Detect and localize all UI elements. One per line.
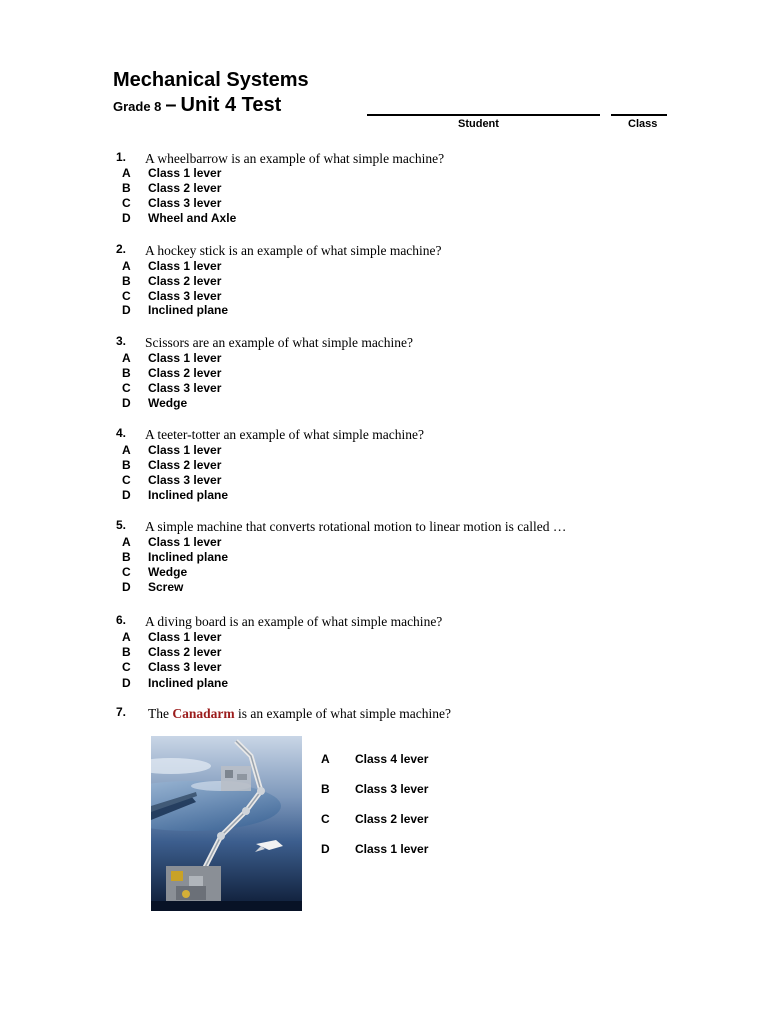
student-label: Student [458, 118, 499, 130]
option-text: Class 1 lever [148, 535, 222, 549]
option-a[interactable] [0, 630, 300, 645]
option-d[interactable] [0, 842, 429, 858]
option-letter: D [122, 580, 131, 594]
question-text: A wheelbarrow is an example of what simple machine? [145, 151, 445, 166]
question-text: A teeter-totter an example of what simple machine? [145, 427, 424, 442]
option-text: Inclined plane [148, 550, 229, 564]
option-c[interactable] [0, 196, 300, 211]
class-label: Class [628, 118, 658, 130]
option-letter: C [122, 473, 131, 487]
option-letter: A [122, 443, 131, 457]
option-letter: C [122, 196, 131, 210]
option-text: Wheel and Axle [148, 211, 237, 225]
option-letter: C [321, 812, 330, 826]
option-a[interactable] [0, 443, 300, 458]
option-letter: D [321, 842, 330, 856]
option-text: Wedge [148, 565, 188, 579]
option-letter: D [122, 211, 131, 225]
subtitle [113, 94, 281, 117]
option-d[interactable] [0, 396, 300, 411]
option-a[interactable] [0, 166, 300, 181]
canadarm-highlight: Canadarm [172, 706, 235, 721]
student-name-line[interactable] [367, 114, 600, 116]
option-letter: A [122, 630, 131, 644]
question-text: Scissors are an example of what simple machine? [145, 335, 414, 350]
option-d[interactable] [0, 580, 300, 595]
option-a[interactable] [0, 259, 300, 274]
option-c[interactable] [0, 812, 429, 828]
grade-label: Grade 8 [113, 99, 162, 114]
option-text: Inclined plane [148, 488, 229, 502]
option-b[interactable] [0, 550, 300, 565]
option-letter: C [122, 289, 131, 303]
option-d[interactable] [0, 211, 300, 226]
option-text: Inclined plane [148, 676, 229, 690]
option-letter: B [122, 645, 131, 659]
option-text: Wedge [148, 396, 188, 410]
option-text: Class 2 lever [148, 274, 222, 288]
subtitle-dash: – [165, 94, 177, 116]
option-b[interactable] [0, 458, 300, 473]
question-number: 4. [116, 426, 127, 440]
option-letter: A [122, 535, 131, 549]
option-text: Class 1 lever [148, 166, 222, 180]
option-letter: A [321, 752, 330, 766]
option-letter: B [122, 274, 131, 288]
option-text: Class 3 lever [148, 381, 222, 395]
question-number: 7. [116, 705, 127, 719]
option-c[interactable] [0, 473, 300, 488]
option-letter: C [122, 381, 131, 395]
unit-title: Unit 4 Test [180, 94, 282, 116]
option-text: Class 2 lever [355, 812, 429, 826]
option-text: Class 3 lever [355, 782, 429, 796]
option-text: Class 3 lever [148, 289, 222, 303]
option-text: Class 4 lever [355, 752, 429, 766]
option-letter: B [122, 458, 131, 472]
option-letter: D [122, 676, 131, 690]
option-b[interactable] [0, 645, 300, 660]
option-text: Class 2 lever [148, 645, 222, 659]
question-text: A simple machine that converts rotational motion to linear motion is called … [145, 519, 567, 534]
option-letter: D [122, 303, 131, 317]
option-text: Class 2 lever [148, 366, 222, 380]
option-d[interactable] [0, 488, 300, 503]
option-c[interactable] [0, 660, 300, 675]
option-c[interactable] [0, 565, 300, 580]
option-letter: A [122, 351, 131, 365]
option-b[interactable] [0, 782, 429, 798]
option-text: Class 3 lever [148, 196, 222, 210]
option-d[interactable] [0, 676, 300, 691]
option-b[interactable] [0, 181, 300, 196]
option-letter: A [122, 166, 131, 180]
option-letter: D [122, 396, 131, 410]
option-text: Screw [148, 580, 184, 594]
option-letter: B [122, 181, 131, 195]
option-text: Class 3 lever [148, 660, 222, 674]
option-text: Class 1 lever [148, 351, 222, 365]
option-text: Class 3 lever [148, 473, 222, 487]
option-b[interactable] [0, 274, 300, 289]
question-text: A hockey stick is an example of what simple machine? [145, 243, 442, 258]
option-text: Class 1 lever [148, 259, 222, 273]
question-text-start: The [148, 706, 169, 721]
document-title: Mechanical Systems [113, 69, 309, 91]
option-text: Class 1 lever [148, 630, 222, 644]
option-text: Inclined plane [148, 303, 229, 317]
option-a[interactable] [0, 535, 300, 550]
question-number: 6. [116, 613, 127, 627]
question-number: 2. [116, 242, 127, 256]
question-number: 1. [116, 150, 127, 164]
option-a[interactable] [0, 752, 429, 768]
option-text: Class 1 lever [148, 443, 222, 457]
question-text: A diving board is an example of what simple machine? [145, 614, 443, 629]
option-d[interactable] [0, 303, 300, 318]
option-text: Class 2 lever [148, 181, 222, 195]
option-text: Class 2 lever [148, 458, 222, 472]
option-letter: D [122, 488, 131, 502]
option-letter: B [321, 782, 330, 796]
class-name-line[interactable] [611, 114, 667, 116]
question-text [148, 706, 451, 722]
option-letter: C [122, 660, 131, 674]
option-text: Class 1 lever [355, 842, 429, 856]
option-letter: B [122, 550, 131, 564]
option-b[interactable] [0, 366, 300, 381]
option-c[interactable] [0, 381, 300, 396]
option-letter: B [122, 366, 131, 380]
question-number: 5. [116, 518, 127, 532]
option-a[interactable] [0, 351, 300, 366]
question-number: 3. [116, 334, 127, 348]
option-c[interactable] [0, 289, 300, 304]
option-letter: C [122, 565, 131, 579]
question-text-end: is an example of what simple machine? [238, 706, 451, 721]
option-letter: A [122, 259, 131, 273]
